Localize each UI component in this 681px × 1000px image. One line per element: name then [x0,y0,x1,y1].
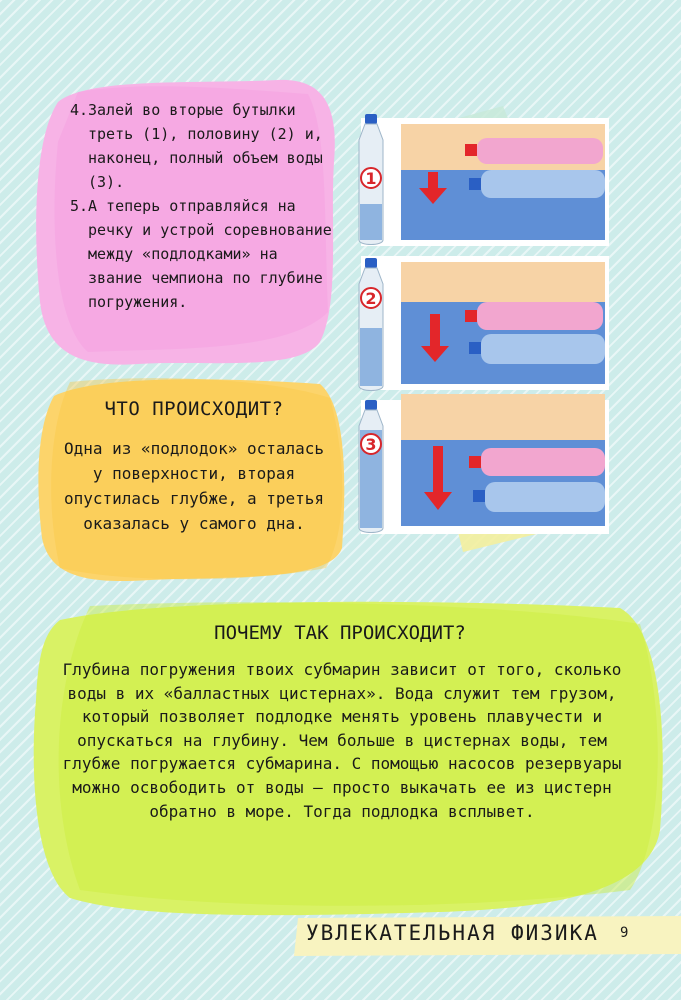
pink-bottle [469,448,605,476]
experiment-panel-3 [359,394,609,534]
experiment-panel-2 [359,256,609,391]
panel-number: 1 [365,169,377,188]
what-happens-text: Одна из «подлодок» осталась у поверхности, вторая опустилась глубже, а третья оказалась у самого дна. [63,439,325,533]
blue-bottle [469,170,605,198]
why-happens-title: ПОЧЕМУ ТАК ПРОИСХОДИТ? [214,622,466,644]
blue-bottle [469,334,605,364]
bottle-3 [359,400,383,533]
panel-number: 3 [365,435,377,454]
pink-bottle [465,302,603,330]
step-number: 5. [70,197,89,215]
panel-number: 2 [365,289,377,308]
pink-bottle [465,138,603,164]
instruction-step [70,194,332,314]
bottle-2 [359,258,383,391]
why-happens-text: Глубина погружения твоих субмарин зависит от того, сколько воды в их «балластных цистернах». Вода служит тем грузом, который позволяет подлодке менять уровень плавучести и опускаться на глубину. Чем больше в цистернах воды, тем глубже погружается субмарина. С помощью насосов резервуары можно освободить от воды — просто выкачать ее из цистерн обратно в море. Тогда подлодка всплывет. [62,660,622,821]
step-number: 4. [70,101,89,119]
blue-bottle [473,482,605,512]
instructions-list [70,98,332,314]
instruction-step [70,98,332,194]
step-text: А теперь отправляйся на речку и устрой соревнование между «подлодками» на звание чемпиона по глубине погружения. [88,197,332,311]
page-number: 9 [620,925,629,941]
step-text: Залей во вторые бутылки треть (1), половину (2) и, наконец, полный объем воды (3). [88,101,323,191]
experiment-panel-1 [359,114,609,246]
submarine-experiment-illustration [335,100,635,560]
section-title: УВЛЕКАТЕЛЬНАЯ ФИЗИКА [306,921,599,945]
what-happens-title: ЧТО ПРОИСХОДИТ? [104,398,284,420]
